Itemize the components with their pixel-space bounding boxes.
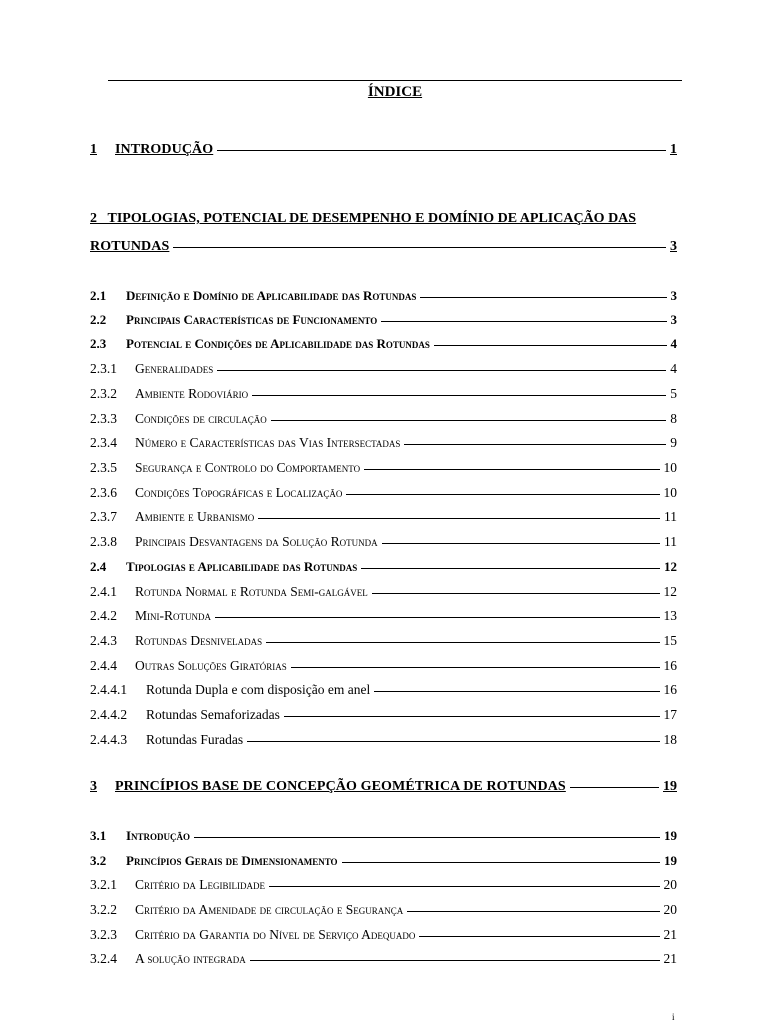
entry-page: 19	[664, 828, 677, 843]
dot-leader	[346, 494, 659, 495]
toc-entry-2-4-4[interactable]	[90, 657, 677, 674]
entry-number: 2.3.8	[90, 534, 117, 549]
entry-page: 4	[670, 361, 677, 376]
entry-number: 2.3.7	[90, 509, 117, 524]
toc-entry-3-2-2[interactable]	[90, 901, 677, 918]
entry-number: 3.1	[90, 828, 107, 843]
entry-page: 18	[663, 732, 677, 747]
dot-leader	[266, 642, 659, 643]
entry-page: 16	[663, 658, 677, 673]
entry-number: 2.1	[90, 288, 107, 303]
page-number-footer: i	[672, 1012, 675, 1022]
entry-number: 2.3.6	[90, 485, 117, 500]
entry-page: 1	[670, 142, 677, 157]
entry-page: 20	[663, 902, 677, 917]
dot-leader	[381, 321, 666, 322]
entry-title: Rotundas Semaforizadas	[146, 707, 280, 722]
entry-title: Condições de circulação	[135, 411, 267, 426]
entry-page: 10	[663, 485, 677, 500]
toc-entry-2-3-6[interactable]	[90, 484, 677, 501]
entry-title: Ambiente Rodoviário	[135, 386, 249, 401]
toc-entry-2-4-4-2[interactable]	[90, 706, 677, 723]
toc-entry-2-3-2[interactable]	[90, 385, 677, 402]
entry-page: 17	[663, 707, 677, 722]
toc-entry-2-3-1[interactable]	[90, 360, 677, 377]
toc-entry-3[interactable]	[90, 778, 677, 795]
dot-leader	[374, 691, 659, 692]
entry-title: Rotunda Normal e Rotunda Semi-galgável	[135, 584, 368, 599]
entry-number: 2.4.1	[90, 584, 117, 599]
toc-entry-2-4-1[interactable]	[90, 583, 677, 600]
dot-leader	[382, 543, 660, 544]
dot-leader	[420, 297, 666, 298]
dot-leader	[404, 444, 666, 445]
dot-leader	[269, 886, 660, 887]
toc-entry-3-2[interactable]	[90, 852, 677, 869]
dot-leader	[407, 911, 659, 912]
toc-entry-3-2-1[interactable]	[90, 876, 677, 893]
entry-title: Tipologias e Aplicabilidade das Rotundas	[126, 559, 358, 574]
entry-title: Condições Topográficas e Localização	[135, 485, 343, 500]
entry-number: 2.4.4.1	[90, 682, 128, 697]
dot-leader	[217, 150, 666, 151]
entry-number: 3	[90, 779, 97, 794]
entry-title: Generalidades	[135, 361, 214, 376]
toc-entry-2-line1[interactable]	[90, 210, 677, 227]
entry-number: 2.3.3	[90, 411, 117, 426]
entry-title: Número e Características das Vias Intersectadas	[135, 435, 401, 450]
entry-title: Mini-Rotunda	[135, 608, 211, 623]
entry-number: 2	[90, 211, 97, 226]
entry-title: Definição e Domínio de Aplicabilidade das Rotundas	[126, 288, 417, 303]
toc-entry-2-1[interactable]	[90, 287, 677, 304]
entry-title-line1: TIPOLOGIAS, POTENCIAL DE DESEMPENHO E DOMÍNIO DE APLICAÇÃO DAS	[107, 211, 637, 226]
entry-title: Principais Desvantagens da Solução Rotunda	[135, 534, 378, 549]
entry-page: 21	[663, 951, 677, 966]
entry-number: 2.4.4.2	[90, 707, 128, 722]
entry-number: 2.3.5	[90, 460, 117, 475]
entry-number: 2.4.4.3	[90, 732, 128, 747]
entry-title: Critério da Amenidade de circulação e Segurança	[135, 902, 404, 917]
entry-number: 3.2.3	[90, 927, 117, 942]
toc-entry-3-2-4[interactable]	[90, 950, 677, 967]
entry-page: 11	[664, 509, 677, 524]
toc-entry-2-2[interactable]	[90, 311, 677, 328]
entry-number: 3.2.4	[90, 951, 117, 966]
entry-title: INTRODUÇÃO	[115, 142, 214, 157]
entry-number: 2.3.2	[90, 386, 117, 401]
entry-number: 2.4	[90, 559, 107, 574]
dot-leader	[434, 345, 667, 346]
entry-page: 15	[663, 633, 677, 648]
entry-number: 2.4.4	[90, 658, 117, 673]
dot-leader	[361, 568, 660, 569]
entry-page: 21	[663, 927, 677, 942]
entry-number: 2.4.3	[90, 633, 117, 648]
entry-title: Principais Características de Funcionamento	[126, 312, 378, 327]
entry-number: 2.4.2	[90, 608, 117, 623]
dot-leader	[252, 395, 666, 396]
toc-entry-3-2-3[interactable]	[90, 926, 677, 943]
entry-number: 2.3.4	[90, 435, 117, 450]
entry-number: 3.2.2	[90, 902, 117, 917]
entry-page: 12	[663, 584, 677, 599]
entry-number: 3.2.1	[90, 877, 117, 892]
toc-title: ÍNDICE	[367, 84, 423, 100]
entry-number: 1	[90, 142, 97, 157]
toc-entry-2-4-2[interactable]	[90, 607, 677, 624]
entry-page: 11	[664, 534, 677, 549]
entry-title: PRINCÍPIOS BASE DE CONCEPÇÃO GEOMÉTRICA DE ROTUNDAS	[115, 779, 566, 794]
entry-title: Introdução	[126, 828, 191, 843]
entry-title: Critério da Garantia do Nível de Serviço Adequado	[135, 927, 416, 942]
entry-title: Potencial e Condições de Aplicabilidade das Rotundas	[126, 336, 430, 351]
toc-entry-2-3[interactable]	[90, 335, 677, 352]
toc-entry-1[interactable]	[90, 141, 677, 158]
entry-page: 19	[664, 853, 677, 868]
toc-entry-2[interactable]	[90, 238, 677, 255]
entry-page: 4	[670, 336, 677, 351]
dot-leader	[284, 716, 660, 717]
toc-entry-2-3-4[interactable]	[90, 434, 677, 451]
dot-leader	[173, 247, 666, 248]
entry-page: 20	[663, 877, 677, 892]
entry-title: Rotunda Dupla e com disposição em anel	[146, 682, 371, 697]
dot-leader	[372, 593, 660, 594]
entry-title: Outras Soluções Giratórias	[135, 658, 287, 673]
dot-leader	[271, 420, 666, 421]
toc-entry-2-4-3[interactable]	[90, 632, 677, 649]
dot-leader	[217, 370, 666, 371]
dot-leader	[342, 862, 660, 863]
entry-title: Princípios Gerais de Dimensionamento	[126, 853, 338, 868]
entry-page: 5	[670, 386, 677, 401]
entry-title: ROTUNDAS	[90, 239, 170, 254]
toc-entry-2-3-3[interactable]	[90, 410, 677, 427]
toc-entry-2-3-7[interactable]	[90, 508, 677, 525]
dot-leader	[258, 518, 660, 519]
entry-page: 3	[670, 312, 677, 327]
entry-number: 2.3.1	[90, 361, 117, 376]
entry-page: 12	[664, 559, 677, 574]
entry-page: 19	[663, 779, 677, 794]
dot-leader	[247, 741, 659, 742]
entry-page: 10	[663, 460, 677, 475]
dot-leader	[250, 960, 660, 961]
entry-title: Ambiente e Urbanismo	[135, 509, 255, 524]
dot-leader	[291, 667, 660, 668]
toc-entry-2-3-8[interactable]	[90, 533, 677, 550]
dot-leader	[419, 936, 659, 937]
entry-page: 9	[670, 435, 677, 450]
entry-number: 3.2	[90, 853, 107, 868]
toc-entry-2-3-5[interactable]	[90, 459, 677, 476]
toc-entry-2-4-4-3[interactable]	[90, 731, 677, 748]
entry-title: Rotundas Furadas	[146, 732, 244, 747]
header-rule	[108, 80, 682, 81]
entry-number: 2.3	[90, 336, 107, 351]
entry-page: 13	[663, 608, 677, 623]
entry-number: 2.2	[90, 312, 107, 327]
toc-entry-3-1[interactable]	[90, 827, 677, 844]
toc-entry-2-4-4-1[interactable]	[90, 681, 677, 698]
entry-title: Segurança e Controlo do Comportamento	[135, 460, 361, 475]
entry-page: 3	[670, 239, 677, 254]
entry-title: Critério da Legibilidade	[135, 877, 265, 892]
dot-leader	[570, 787, 659, 788]
entry-page: 8	[670, 411, 677, 426]
dot-leader	[364, 469, 659, 470]
entry-title: A solução integrada	[135, 951, 246, 966]
toc-entry-2-4[interactable]	[90, 558, 677, 575]
entry-page: 16	[663, 682, 677, 697]
dot-leader	[215, 617, 660, 618]
entry-title: Rotundas Desniveladas	[135, 633, 263, 648]
dot-leader	[194, 837, 660, 838]
entry-page: 3	[670, 288, 677, 303]
